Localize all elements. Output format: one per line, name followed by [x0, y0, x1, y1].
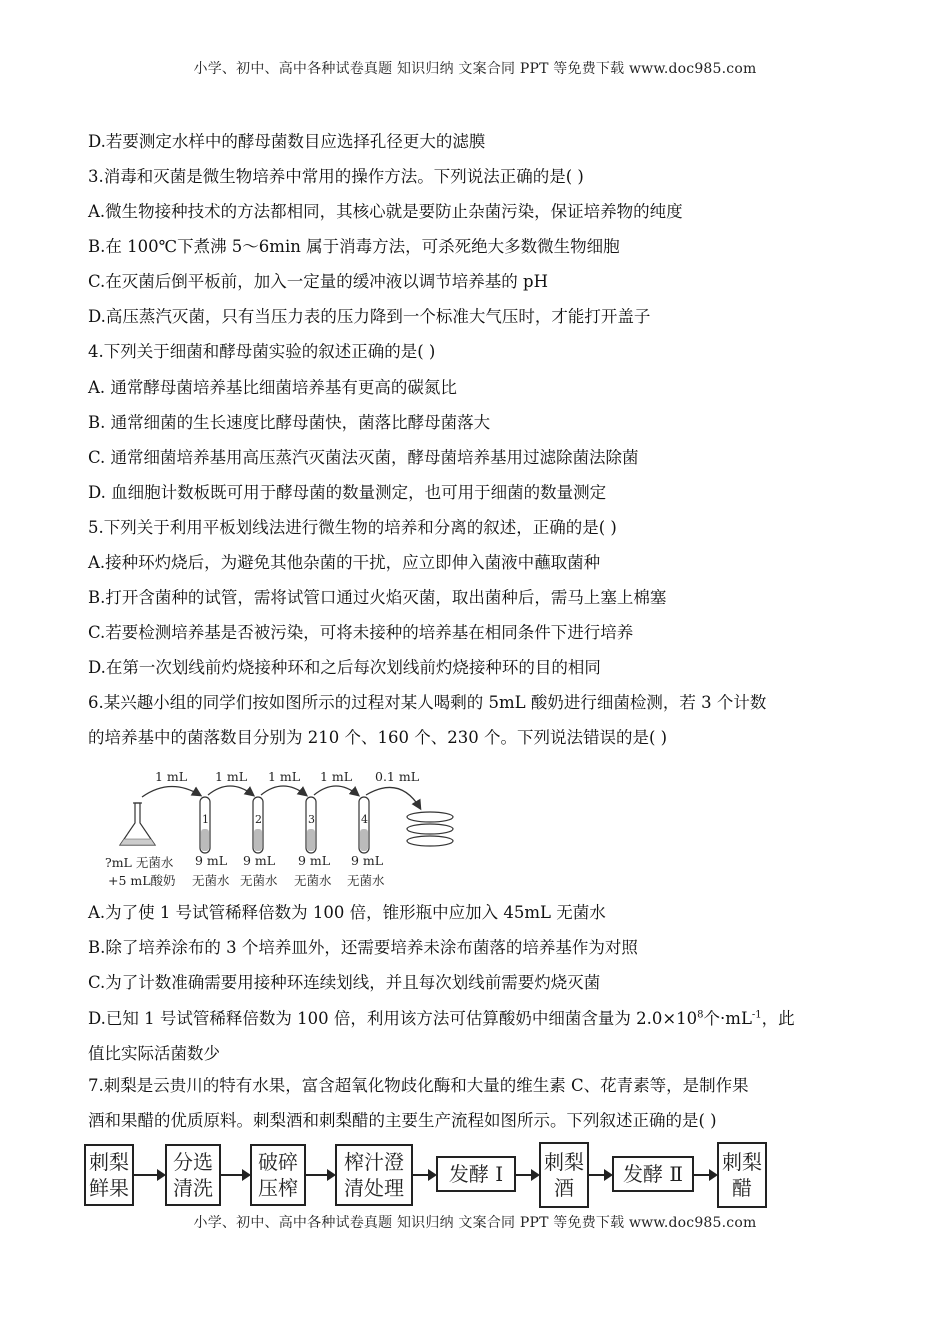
tube-3-water: 无菌水: [294, 873, 332, 888]
q3-option-a: A.微生物接种技术的方法都相同，其核心就是要防止杂菌污染，保证培养物的纯度: [88, 202, 683, 221]
q3-stem: 3.消毒和灭菌是微生物培养中常用的操作方法。下列说法正确的是( ): [88, 167, 584, 186]
q5-option-b: B.打开含菌种的试管，需将试管口通过火焰灭菌，取出菌种后，需马上塞上棉塞: [88, 588, 667, 607]
flow-step-fermentation-2: 发酵 Ⅱ: [612, 1156, 694, 1192]
tube-number-3: 3: [308, 813, 315, 826]
q3-option-b: B.在 100℃下煮沸 5～6min 属于消毒方法，可杀死绝大多数微生物细胞: [88, 237, 620, 256]
transfer-label-3: 1 mL: [268, 769, 301, 784]
q6-option-a: A.为了使 1 号试管稀释倍数为 100 倍，锥形瓶中应加入 45mL 无菌水: [88, 903, 606, 922]
q7-stem-line2: 酒和果醋的优质原料。刺梨酒和刺梨醋的主要生产流程如图所示。下列叙述正确的是( ): [88, 1111, 717, 1130]
q4-option-c: C. 通常细菌培养基用高压蒸汽灭菌法灭菌，酵母菌培养基用过滤除菌法除菌: [88, 448, 639, 467]
tube-number-1: 1: [202, 813, 209, 826]
q3-option-c: C.在灭菌后倒平板前，加入一定量的缓冲液以调节培养基的 pH: [88, 272, 548, 291]
q6-option-d-line2: 值比实际活菌数少: [88, 1044, 220, 1063]
q5-option-a: A.接种环灼烧后，为避免其他杂菌的干扰，应立即伸入菌液中蘸取菌种: [88, 553, 601, 572]
flow-arrow: [413, 1174, 435, 1176]
transfer-label-1: 1 mL: [155, 769, 188, 784]
q6-option-d: [88, 1008, 795, 1030]
tube-number-4: 4: [361, 813, 368, 826]
q6-d-text: D.已知 1 号试管稀释倍数为 100 倍，利用该方法可估算酸奶中细菌含量为 2.0×10: [88, 1009, 698, 1028]
q6-d-suffix: ，此: [761, 1009, 795, 1028]
q5-stem: 5.下列关于利用平板划线法进行微生物的培养和分离的叙述，正确的是( ): [88, 518, 617, 537]
transfer-label-4: 1 mL: [320, 769, 353, 784]
q5-option-c: C.若要检测培养基是否被污染，可将未接种的培养基在相同条件下进行培养: [88, 623, 634, 642]
q6-d-unit-exponent: -1: [751, 1009, 762, 1021]
flow-step-sort-wash: 分选 清洗: [165, 1144, 221, 1206]
tube-number-2: 2: [255, 813, 262, 826]
page-footer: 小学、初中、高中各种试卷真题 知识归纳 文案合同 PPT 等免费下载 www.doc985.com: [193, 1215, 757, 1231]
flow-arrow: [589, 1174, 611, 1176]
flow-arrow: [516, 1174, 538, 1176]
tube-1-volume: 9 mL: [195, 853, 228, 868]
flow-arrow: [694, 1174, 716, 1176]
transfer-label-5: 0.1 mL: [375, 769, 420, 784]
q4-option-a: A. 通常酵母菌培养基比细菌培养基有更高的碳氮比: [88, 378, 457, 397]
production-flow-diagram: [84, 1142, 764, 1208]
flow-step-juice-clarify: 榨汁澄 清处理: [335, 1144, 413, 1206]
q3-option-d: D.高压蒸汽灭菌，只有当压力表的压力降到一个标准大气压时，才能打开盖子: [88, 307, 651, 326]
tube-4-water: 无菌水: [347, 873, 385, 888]
transfer-label-2: 1 mL: [215, 769, 248, 784]
tube-1-water: 无菌水: [192, 873, 230, 888]
q6-option-b: B.除了培养涂布的 3 个培养皿外，还需要培养未涂布菌落的培养基作为对照: [88, 938, 638, 957]
flow-arrow: [221, 1174, 249, 1176]
q2-option-d: D.若要测定水样中的酵母菌数目应选择孔径更大的滤膜: [88, 132, 486, 151]
flow-arrow: [134, 1174, 164, 1176]
q6-stem-line1: 6.某兴趣小组的同学们按如图所示的过程对某人喝剩的 5mL 酸奶进行细菌检测，若 3 个计数: [88, 693, 767, 712]
q4-option-b: B. 通常细菌的生长速度比酵母菌快，菌落比酵母菌落大: [88, 413, 491, 432]
flow-step-fermentation-1: 发酵 Ⅰ: [436, 1156, 516, 1192]
q5-option-d: D.在第一次划线前灼烧接种环和之后每次划线前灼烧接种环的目的相同: [88, 658, 601, 677]
q7-stem-line1: 7.刺梨是云贵川的特有水果，富含超氧化物歧化酶和大量的维生素 C、花青素等，是制作果: [88, 1076, 749, 1095]
tube-2-volume: 9 mL: [243, 853, 276, 868]
q6-d-unit: 个·mL: [703, 1009, 752, 1028]
flask-label-water: ?mL 无菌水: [105, 855, 174, 870]
flow-step-fresh-fruit: 刺梨 鲜果: [84, 1144, 134, 1206]
q6-d-exponent: 8: [697, 1009, 704, 1021]
flow-step-crush-press: 破碎 压榨: [250, 1144, 306, 1206]
q4-stem: 4.下列关于细菌和酵母菌实验的叙述正确的是( ): [88, 342, 436, 361]
flow-step-vinegar: 刺梨 醋: [717, 1142, 767, 1208]
q6-option-c: C.为了计数准确需要用接种环连续划线，并且每次划线前需要灼烧灭菌: [88, 973, 601, 992]
tube-2-water: 无菌水: [240, 873, 278, 888]
q4-option-d: D. 血细胞计数板既可用于酵母菌的数量测定，也可用于细菌的数量测定: [88, 483, 607, 502]
dilution-figure: [100, 765, 500, 890]
flow-arrow: [306, 1174, 334, 1176]
tube-3-volume: 9 mL: [298, 853, 331, 868]
tube-4-volume: 9 mL: [351, 853, 384, 868]
q6-stem-line2: 的培养基中的菌落数目分别为 210 个、160 个、230 个。下列说法错误的是( ): [88, 728, 668, 747]
flask-label-yogurt: +5 mL酸奶: [108, 873, 176, 888]
page-header: 小学、初中、高中各种试卷真题 知识归纳 文案合同 PPT 等免费下载 www.doc985.com: [193, 61, 757, 77]
flow-step-wine: 刺梨 酒: [539, 1142, 589, 1208]
